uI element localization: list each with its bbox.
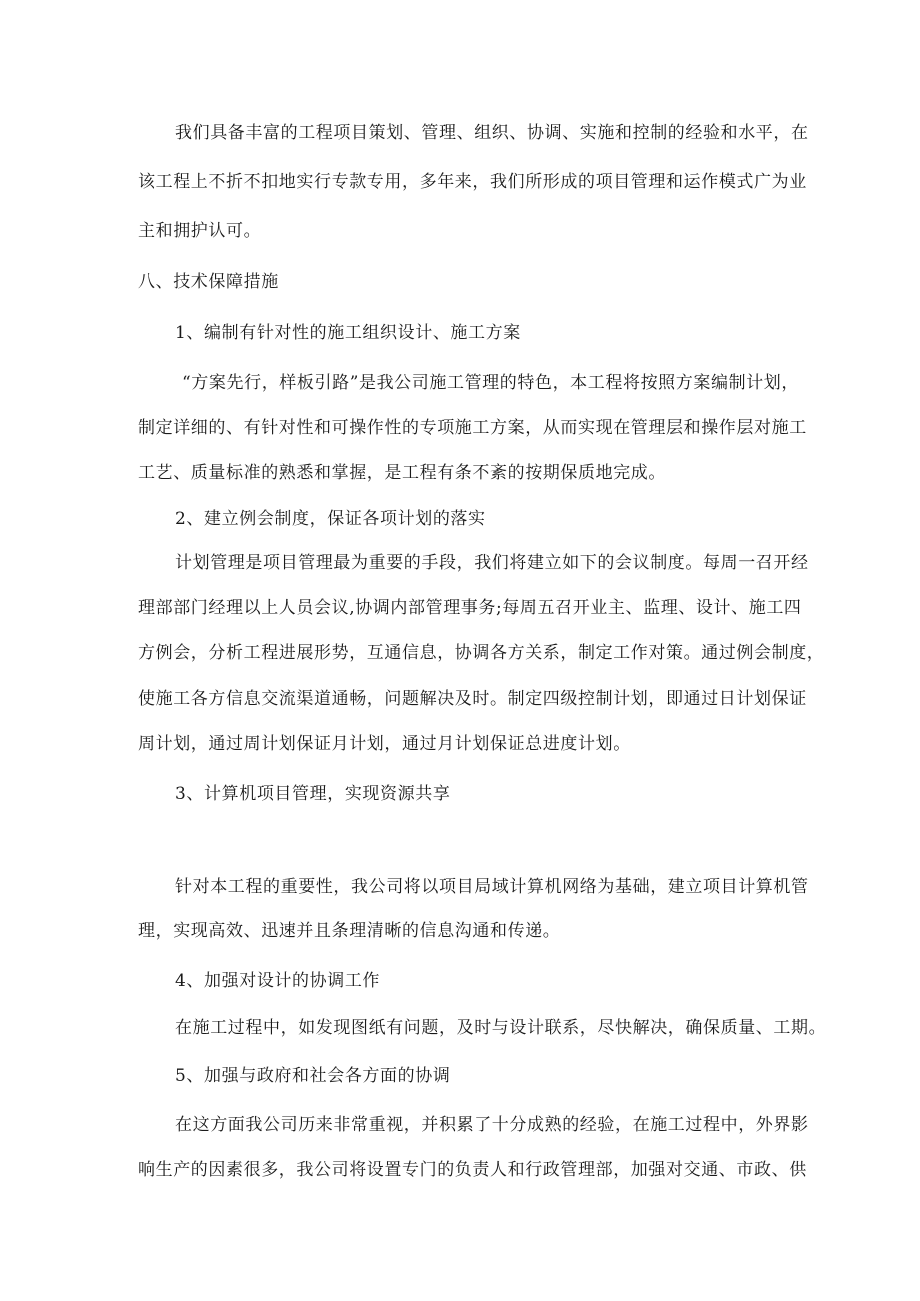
item-4-line-1: 在施工过程中，如发现图纸有问题，及时与设计联系，尽快解决，确保质量、工期。 [175, 1018, 827, 1038]
item-1-line-3: 工艺、质量标准的熟悉和掌握，是工程有条不紊的按期保质地完成。 [138, 463, 666, 483]
item-3-line-2: 理，实现高效、迅速并且条理清晰的信息沟通和传递。 [138, 921, 561, 941]
item-3-heading: 3、计算机项目管理，实现资源共享 [175, 784, 451, 804]
item-2-line-2: 理部部门经理以上人员会议,协调内部管理事务;每周五召开业主、监理、设计、施工四 [138, 598, 802, 618]
item-3-line-1: 针对本工程的重要性，我公司将以项目局域计算机网络为基础，建立项目计算机管 [175, 877, 809, 897]
item-2-line-4: 使施工各方信息交流渠道通畅，问题解决及时。制定四级控制计划，即通过日计划保证 [138, 689, 807, 709]
item-2-heading: 2、建立例会制度，保证各项计划的落实 [175, 509, 486, 529]
item-5-line-1: 在这方面我公司历来非常重视，并积累了十分成熟的经验，在施工过程中，外界影 [175, 1115, 809, 1135]
paragraph-1-line-3: 主和拥护认可。 [138, 221, 262, 241]
item-2-line-3: 方例会，分析工程进展形势，互通信息，协调各方关系，制定工作对策。通过例会制度， [138, 643, 825, 663]
item-4-heading: 4、加强对设计的协调工作 [175, 971, 381, 991]
paragraph-1-line-2: 该工程上不折不扣地实行专款专用，多年来，我们所形成的项目管理和运作模式广为业 [138, 172, 807, 192]
item-5-line-2: 响生产的因素很多，我公司将设置专门的负责人和行政管理部，加强对交通、市政、供 [138, 1160, 807, 1180]
item-5-heading: 5、加强与政府和社会各方面的协调 [175, 1066, 451, 1086]
paragraph-1-line-1: 我们具备丰富的工程项目策划、管理、组织、协调、实施和控制的经验和水平，在 [175, 123, 809, 143]
item-2-line-5: 周计划，通过周计划保证月计划，通过月计划保证总进度计划。 [138, 734, 631, 754]
item-1-line-1: “方案先行，样板引路”是我公司施工管理的特色，本工程将按照方案编制计划， [182, 373, 799, 393]
section-heading: 八、技术保障措施 [138, 272, 279, 292]
item-1-line-2: 制定详细的、有针对性和可操作性的专项施工方案，从而实现在管理层和操作层对施工 [138, 418, 807, 438]
item-2-line-1: 计划管理是项目管理最为重要的手段，我们将建立如下的会议制度。每周一召开经 [175, 553, 809, 573]
item-1-heading: 1、编制有针对性的施工组织设计、施工方案 [175, 323, 521, 343]
